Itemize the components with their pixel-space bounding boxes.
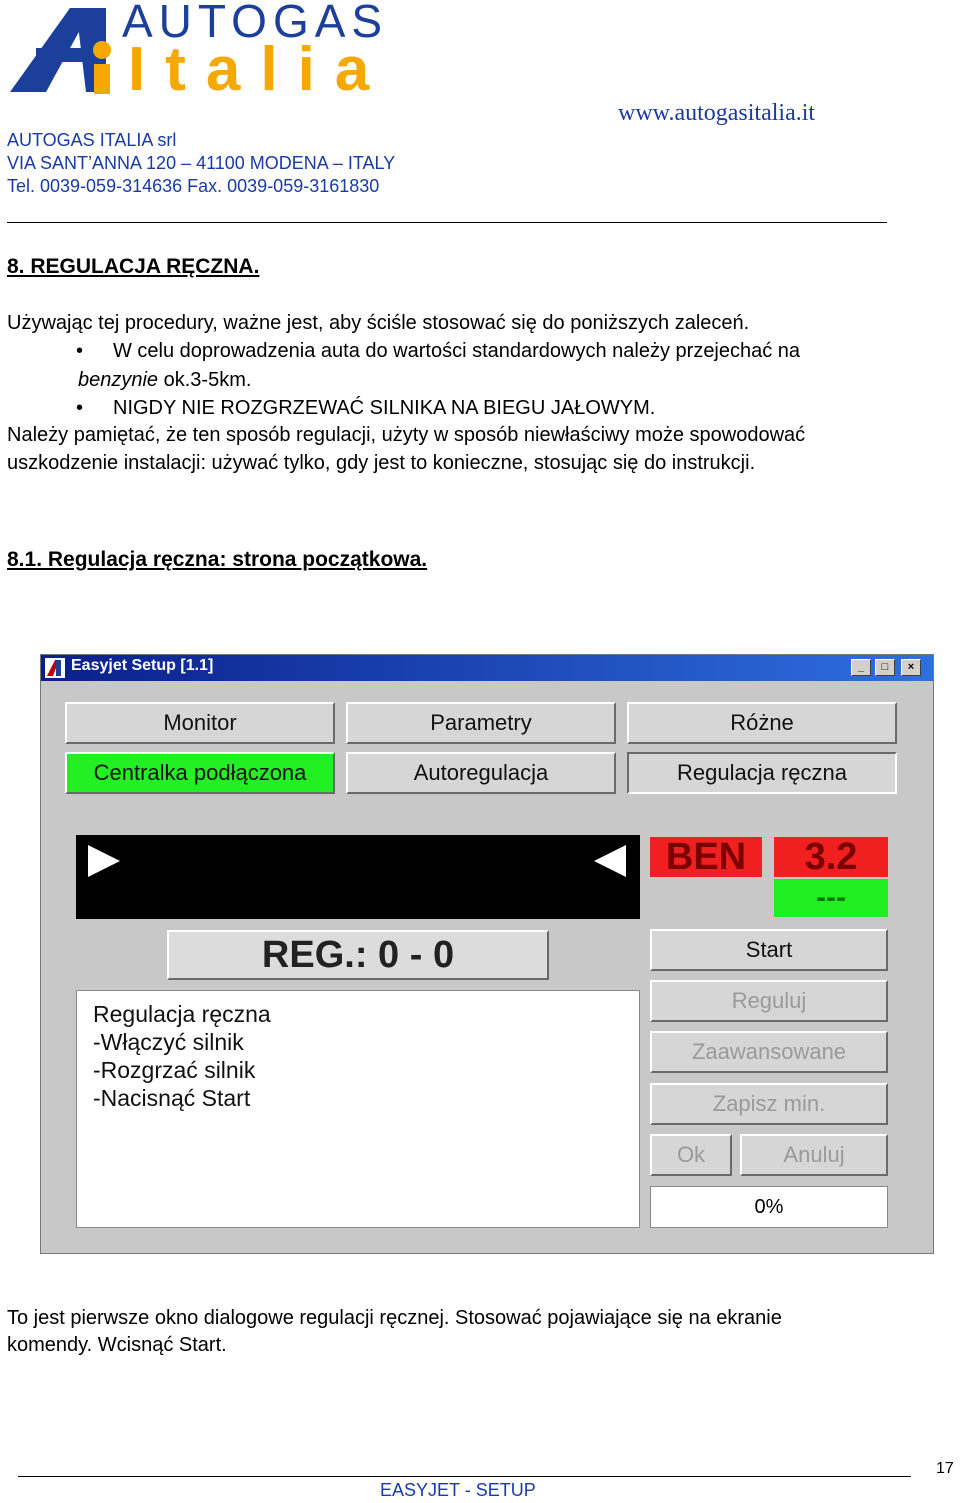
bullet-1-symbol: • bbox=[76, 340, 84, 362]
caption-line-2: komendy. Wcisnąć Start. bbox=[7, 1334, 227, 1356]
bullet-2-symbol: • bbox=[76, 397, 84, 419]
minimize-button[interactable]: _ bbox=[851, 659, 871, 676]
bullet-2-text: NIGDY NIE ROZGRZEWAĆ SILNIKA NA BIEGU JAŁOWYM. bbox=[113, 397, 656, 419]
bullet-1-line-1: W celu doprowadzenia auta do wartości standardowych należy przejechać na bbox=[113, 340, 801, 362]
reg-readout: REG.: 0 - 0 bbox=[167, 930, 549, 980]
fuel-indicator: BEN bbox=[650, 837, 762, 877]
info-line-4: -Nacisnąć Start bbox=[93, 1085, 251, 1111]
info-line-3: -Rozgrzać silnik bbox=[93, 1057, 256, 1083]
footer-title: EASYJET - SETUP bbox=[380, 1480, 536, 1500]
close-button[interactable]: × bbox=[901, 659, 921, 676]
maximize-button[interactable]: □ bbox=[875, 659, 895, 676]
window-title: Easyjet Setup [1.1] bbox=[71, 657, 214, 674]
ok-button[interactable]: Ok bbox=[650, 1134, 732, 1176]
tab-parametry[interactable]: Parametry bbox=[346, 702, 616, 744]
header-divider bbox=[7, 222, 887, 223]
tab-monitor[interactable]: Monitor bbox=[65, 702, 335, 744]
footer-divider bbox=[18, 1476, 911, 1477]
warning-line-1: Należy pamiętać, że ten sposób regulacji, użyty w sposób niewłaściwy może spowodować bbox=[7, 424, 806, 446]
subsection-title: 8.1. Regulacja ręczna: strona początkowa. bbox=[7, 548, 428, 571]
company-phone: Tel. 0039-059-314636 Fax. 0039-059-3161830 bbox=[7, 176, 380, 196]
window-titlebar bbox=[41, 655, 933, 681]
zaawansowane-button[interactable]: Zaawansowane bbox=[650, 1031, 888, 1073]
logo-word-italia: Italia bbox=[128, 35, 390, 104]
value-indicator: 3.2 bbox=[774, 837, 888, 877]
tab-rozne[interactable]: Różne bbox=[627, 702, 897, 744]
app-icon bbox=[45, 658, 65, 678]
company-address: VIA SANT’ANNA 120 – 41100 MODENA – ITALY bbox=[7, 153, 396, 173]
section-title: 8. REGULACJA RĘCZNA. bbox=[7, 255, 260, 278]
tab-regulacja-reczna[interactable]: Regulacja ręczna bbox=[627, 752, 897, 794]
progress-readout: 0% bbox=[650, 1186, 888, 1228]
info-line-2: -Włączyć silnik bbox=[93, 1029, 244, 1055]
caption-line-1: To jest pierwsze okno dialogowe regulacji ręcznej. Stosować pojawiające się na ekranie bbox=[7, 1307, 782, 1329]
tab-autoregulacja[interactable]: Autoregulacja bbox=[346, 752, 616, 794]
easyjet-setup-window bbox=[40, 654, 934, 1254]
regulation-display bbox=[76, 835, 640, 919]
instructions-panel bbox=[76, 990, 640, 1228]
arrow-right-icon bbox=[84, 843, 124, 879]
bullet-1-italic: benzynie bbox=[78, 369, 159, 391]
status-indicator-green: --- bbox=[774, 879, 888, 917]
zapisz-min-button[interactable]: Zapisz min. bbox=[650, 1083, 888, 1125]
reguluj-button[interactable]: Reguluj bbox=[650, 980, 888, 1022]
website-link[interactable]: www.autogasitalia.it bbox=[618, 100, 816, 126]
page-number: 17 bbox=[936, 1460, 954, 1477]
company-name: AUTOGAS ITALIA srl bbox=[7, 130, 177, 150]
start-button[interactable]: Start bbox=[650, 929, 888, 971]
info-line-1: Regulacja ręczna bbox=[93, 1001, 271, 1027]
warning-line-2: uszkodzenie instalacji: używać tylko, gdy jest to konieczne, stosując się do instrukcji. bbox=[7, 452, 756, 474]
bullet-1-line-2 bbox=[78, 369, 251, 392]
logo-word-autogas: AUTOGAS bbox=[122, 0, 389, 47]
anuluj-button[interactable]: Anuluj bbox=[740, 1134, 888, 1176]
intro-text: Używając tej procedury, ważne jest, aby ściśle stosować się do poniższych zaleceń. bbox=[7, 312, 750, 334]
connection-status-button[interactable]: Centralka podłączona bbox=[65, 752, 335, 794]
arrow-left-icon bbox=[590, 843, 630, 879]
bullet-1-rest: ok.3-5km. bbox=[158, 369, 252, 391]
